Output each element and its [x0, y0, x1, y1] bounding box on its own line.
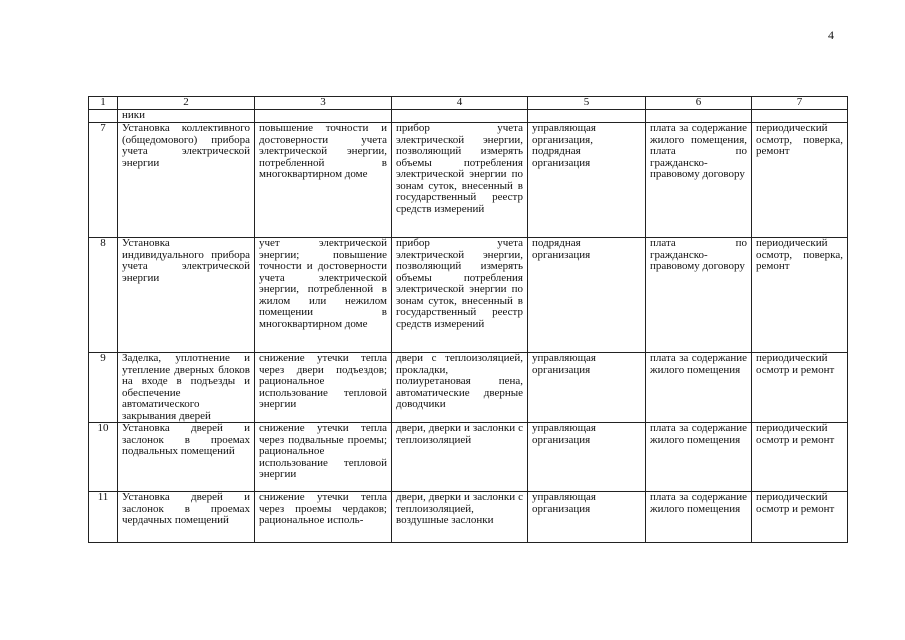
- activity-cell: Установка дверей и заслонок в проемах чердачных помещений: [118, 492, 255, 543]
- equipment-cell: двери, дверки и заслонки с теплоизоляцией, воздушные заслонки: [392, 492, 528, 543]
- table-cell: [392, 110, 528, 123]
- executor-cell: управляющая организация: [528, 423, 646, 492]
- table-cell: [752, 110, 848, 123]
- table-row: [89, 110, 848, 123]
- executor-cell: управляющая организация, подрядная организация: [528, 123, 646, 238]
- goal-cell: снижение утечки тепла через проемы чердаков; рациональное исполь-: [255, 492, 392, 543]
- table-header-row: [89, 97, 848, 110]
- financing-cell: плата за содержание жилого помещения: [646, 353, 752, 423]
- table-row: [89, 123, 848, 238]
- measures-table: [88, 96, 848, 543]
- row-number: 7: [89, 123, 118, 238]
- service-cell: периодический осмотр, поверка, ремонт: [752, 238, 848, 353]
- goal-cell: снижение утечки тепла через подвальные проемы; рациональное использование тепловой энергии: [255, 423, 392, 492]
- activity-cell: Установка коллективного (общедомового) прибора учета электрической энергии: [118, 123, 255, 238]
- equipment-cell: двери с теплоизоляцией, прокладки, полиуретановая пена, автоматические дверные доводчики: [392, 353, 528, 423]
- goal-cell: учет электрической энергии; повышение точности и достоверности учета электрической энергии, потребленной в жилом или нежилом помещении в многоквартирном доме: [255, 238, 392, 353]
- table-row: [89, 492, 848, 543]
- table-cell: [89, 110, 118, 123]
- table-cell: [646, 110, 752, 123]
- executor-cell: управляющая организация: [528, 353, 646, 423]
- financing-cell: плата по гражданско-правовому договору: [646, 238, 752, 353]
- service-cell: периодический осмотр, поверка, ремонт: [752, 123, 848, 238]
- financing-cell: плата за содержание жилого помещения, плата по гражданско-правовому договору: [646, 123, 752, 238]
- table-row: [89, 238, 848, 353]
- activity-cell: Установка дверей и заслонок в проемах подвальных помещений: [118, 423, 255, 492]
- financing-cell: плата за содержание жилого помещения: [646, 492, 752, 543]
- table-row: [89, 353, 848, 423]
- service-cell: периодический осмотр и ремонт: [752, 492, 848, 543]
- page-number: 4: [828, 28, 834, 42]
- continuation-text: ники: [118, 110, 255, 123]
- column-number: 5: [528, 97, 646, 110]
- activity-cell: Заделка, уплотнение и утепление дверных блоков на входе в подъезды и обеспечение автоматического закрывания дверей: [118, 353, 255, 423]
- table-cell: [255, 110, 392, 123]
- goal-cell: повышение точности и достоверности учета электрической энергии, потребленной в многоквартирном доме: [255, 123, 392, 238]
- column-number: 2: [118, 97, 255, 110]
- equipment-cell: прибор учета электрической энергии, позволяющий измерять объемы потребления электрической энергии по зонам суток, внесенный в государственный реестр средств измерений: [392, 238, 528, 353]
- financing-cell: плата за содержание жилого помещения: [646, 423, 752, 492]
- service-cell: периодический осмотр и ремонт: [752, 353, 848, 423]
- table-cell: [528, 110, 646, 123]
- row-number: 10: [89, 423, 118, 492]
- goal-cell: снижение утечки тепла через двери подъездов; рациональное использование тепловой энергии: [255, 353, 392, 423]
- column-number: 3: [255, 97, 392, 110]
- column-number: 7: [752, 97, 848, 110]
- row-number: 9: [89, 353, 118, 423]
- equipment-cell: двери, дверки и заслонки с теплоизоляцией: [392, 423, 528, 492]
- activity-cell: Установка индивидуального прибора учета электрической энергии: [118, 238, 255, 353]
- column-number: 6: [646, 97, 752, 110]
- executor-cell: подрядная организация: [528, 238, 646, 353]
- table-row: [89, 423, 848, 492]
- row-number: 8: [89, 238, 118, 353]
- row-number: 11: [89, 492, 118, 543]
- service-cell: периодический осмотр и ремонт: [752, 423, 848, 492]
- equipment-cell: прибор учета электрической энергии, позволяющий измерять объемы потребления электрической энергии по зонам суток, внесенный в государственный реестр средств измерений: [392, 123, 528, 238]
- column-number: 4: [392, 97, 528, 110]
- executor-cell: управляющая организация: [528, 492, 646, 543]
- column-number: 1: [89, 97, 118, 110]
